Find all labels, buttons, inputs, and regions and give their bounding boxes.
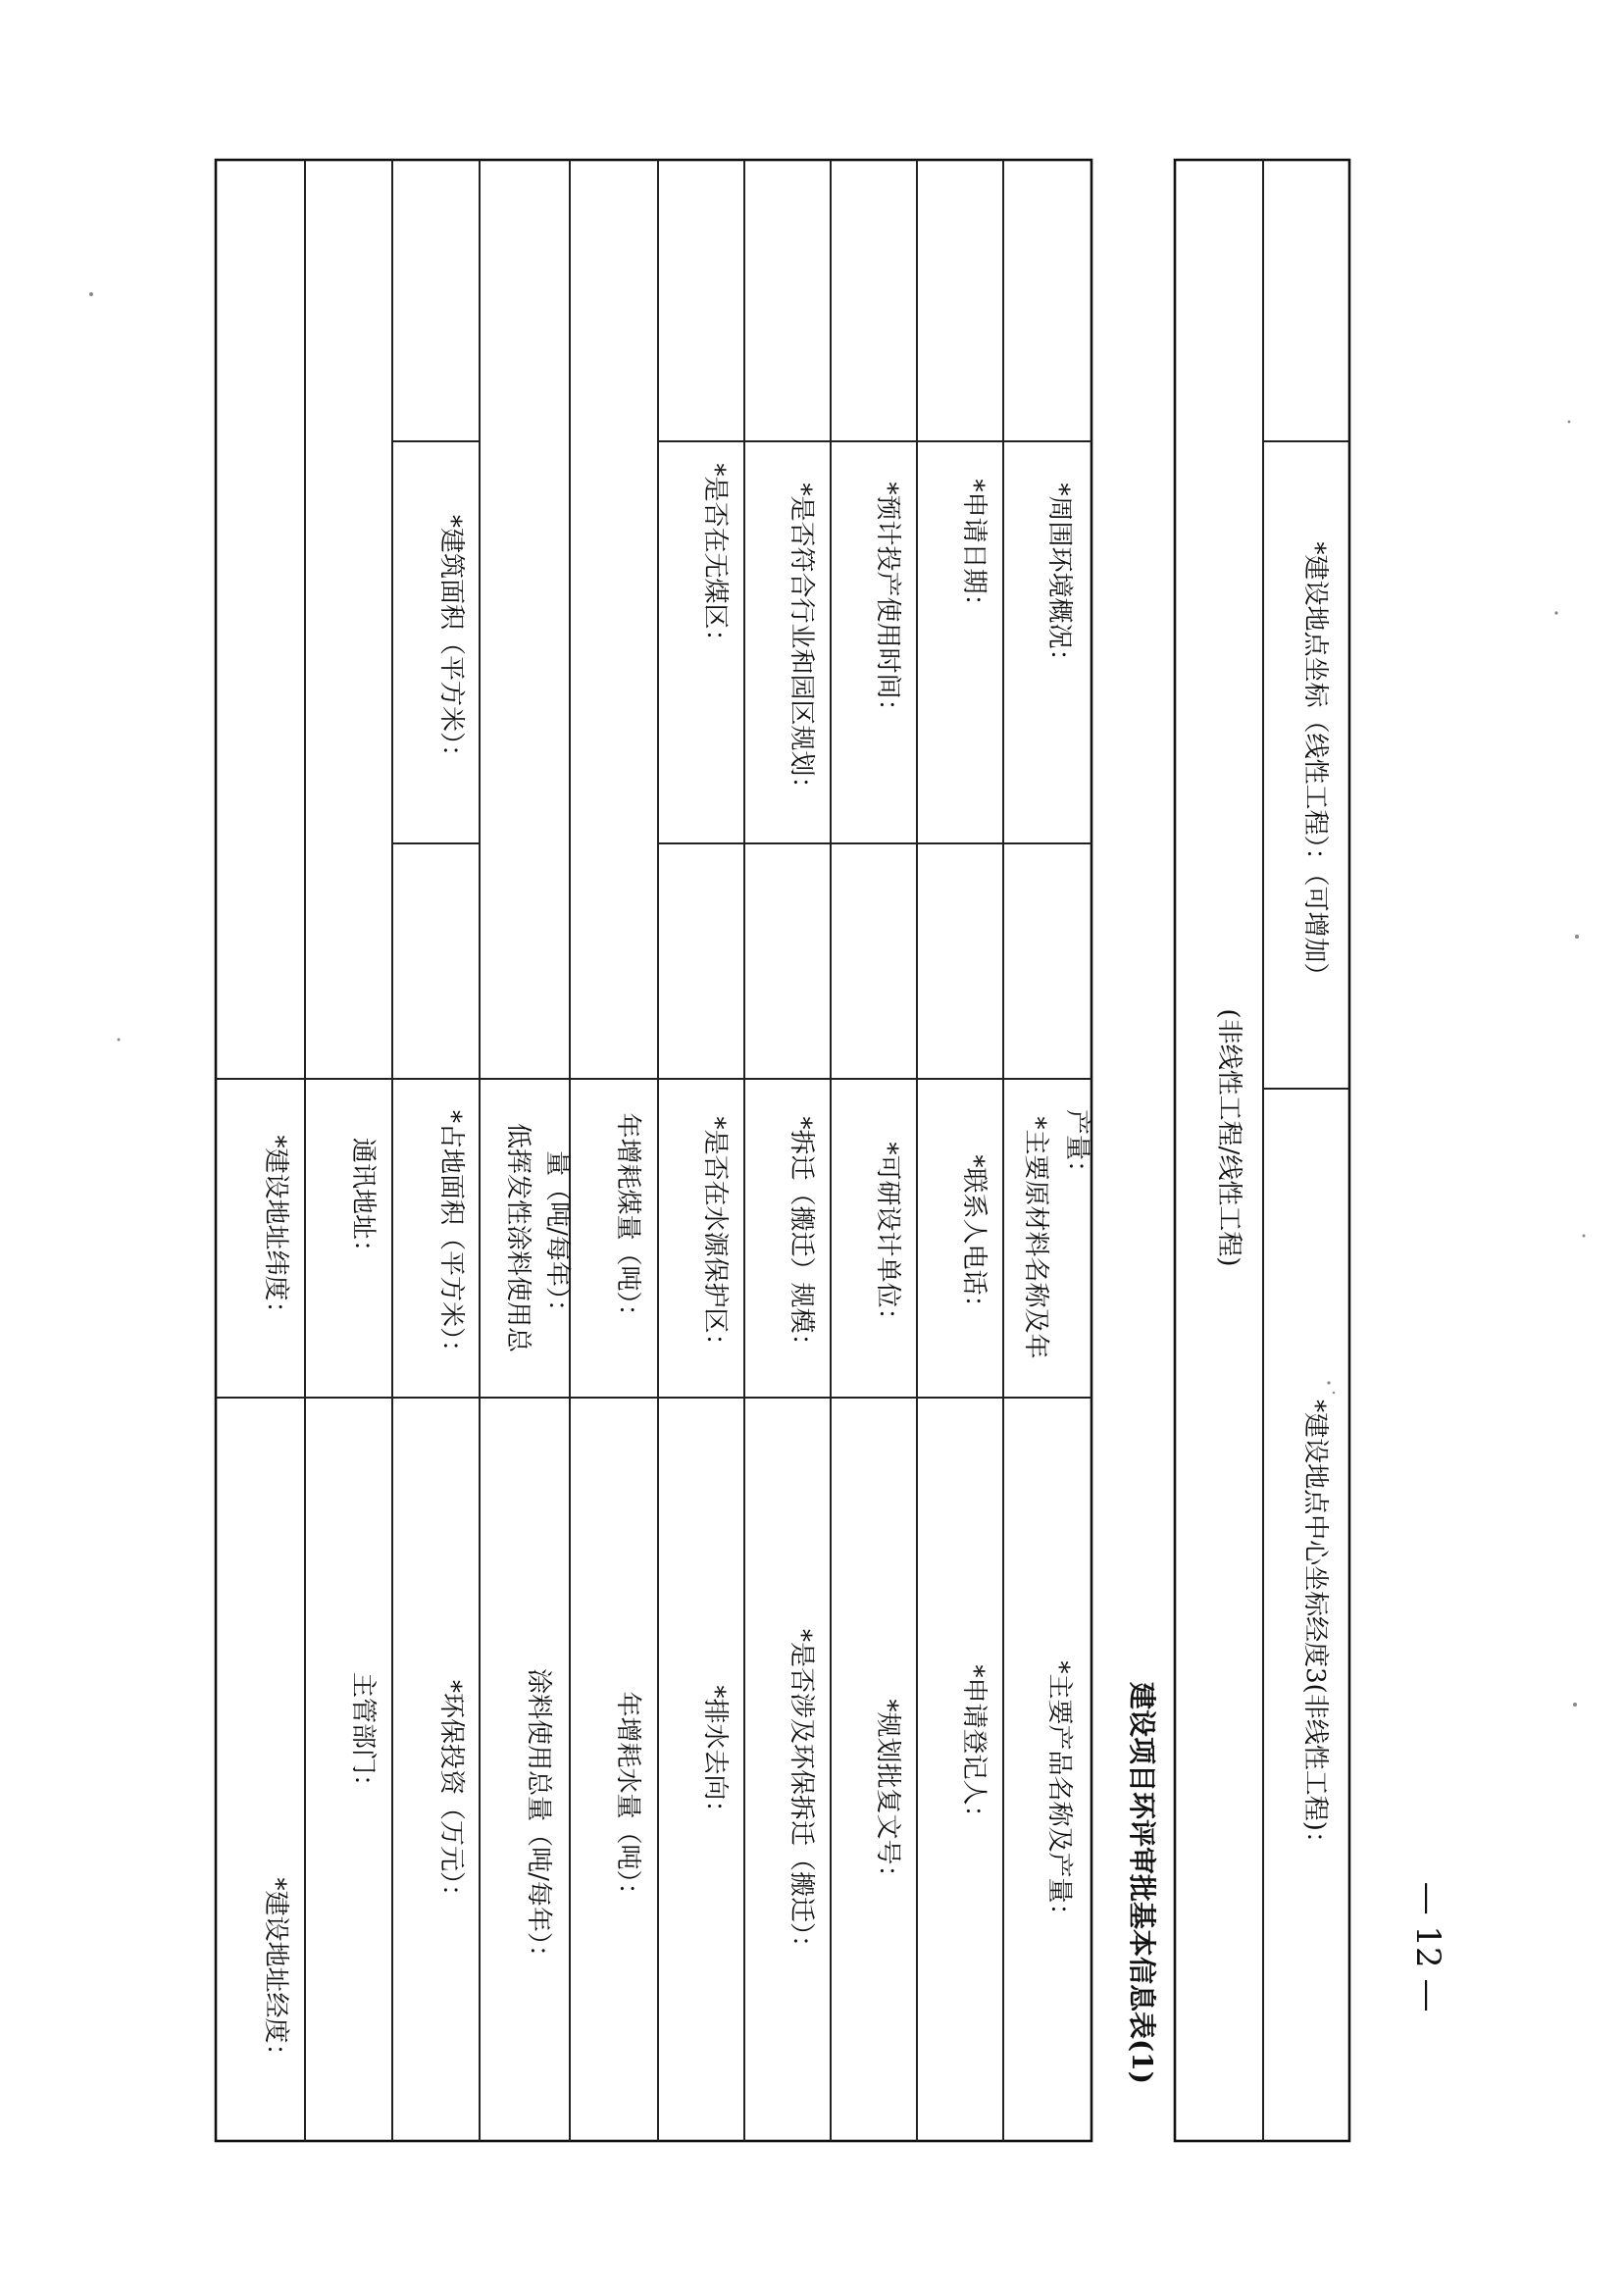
label-env-investment: *环保投资（万元）： <box>436 1679 466 1911</box>
label-relocation: *是否涉及环保拆迁（搬迁）： <box>787 1628 816 1962</box>
label-latitude: *建设地址纬度： <box>261 1135 290 1327</box>
table2 <box>1175 160 1349 2141</box>
label-production-time: *预计投产使用时间： <box>873 482 902 725</box>
label-coal-free: *是否在无煤区： <box>700 463 730 655</box>
table1-labels <box>261 463 1091 2068</box>
label-approval-number: *规划批复文号： <box>873 1699 902 1891</box>
label-paint-total: 涂料使用总量（吨/每年）： <box>524 1668 553 1970</box>
label-authority: 主管部门： <box>348 1671 378 1801</box>
label-address: 通讯地址： <box>348 1137 378 1266</box>
label-relocation-scale: *拆迁（搬迁）规模： <box>787 1116 816 1359</box>
section-title: 建设项目环评审批基本信息表(1) <box>1126 1682 1158 2084</box>
table-border <box>216 160 1091 2141</box>
label-application-date: *申请日期： <box>959 479 989 620</box>
label-low-voc-line2: 量（吨/每年）： <box>542 1150 572 1325</box>
label-raw-materials-line2: 产量： <box>1062 1108 1091 1187</box>
label-longitude: *建设地址经度： <box>261 1877 290 2069</box>
label-main-products: *主要产品名称及产量： <box>1044 1660 1074 1929</box>
label-low-voc-line1: 低挥发性涂料使用总 <box>503 1122 533 1353</box>
label-coal-use: 年增耗煤量（吨）： <box>613 1112 642 1330</box>
label-water-use: 年增耗水量（吨）： <box>613 1691 642 1909</box>
label-applicant: *申请登记人： <box>959 1664 989 1831</box>
form-table <box>216 160 1091 2141</box>
label-contact-phone: *联系人电话： <box>959 1154 989 1321</box>
label-surroundings: *周围环境概况： <box>1044 483 1074 675</box>
scan-specks <box>89 292 1586 1707</box>
center-coordinate-label: *建设地点中心坐标经度3(非线性工程)： <box>1300 1400 1330 1857</box>
linear-coordinate-label: *建设地点坐标（线性工程）：（可增加） <box>1300 541 1330 989</box>
label-water-protection: *是否在水源保护区： <box>700 1116 730 1359</box>
label-design-unit: *可研设计单位： <box>873 1142 902 1334</box>
label-land-area: *占地面积（平方米）： <box>436 1109 466 1366</box>
page-number: — 12 — <box>1408 1881 1447 2013</box>
label-planning-compliance: *是否符合行业和园区规划： <box>787 483 816 802</box>
label-drainage: *排水去向： <box>700 1685 730 1826</box>
label-raw-materials-line1: *主要原材料名称及年 <box>1021 1116 1050 1359</box>
label-building-area: *建筑面积（平方米）： <box>436 514 466 771</box>
project-type-label: (非线性工程/线性工程) <box>1214 1008 1243 1267</box>
